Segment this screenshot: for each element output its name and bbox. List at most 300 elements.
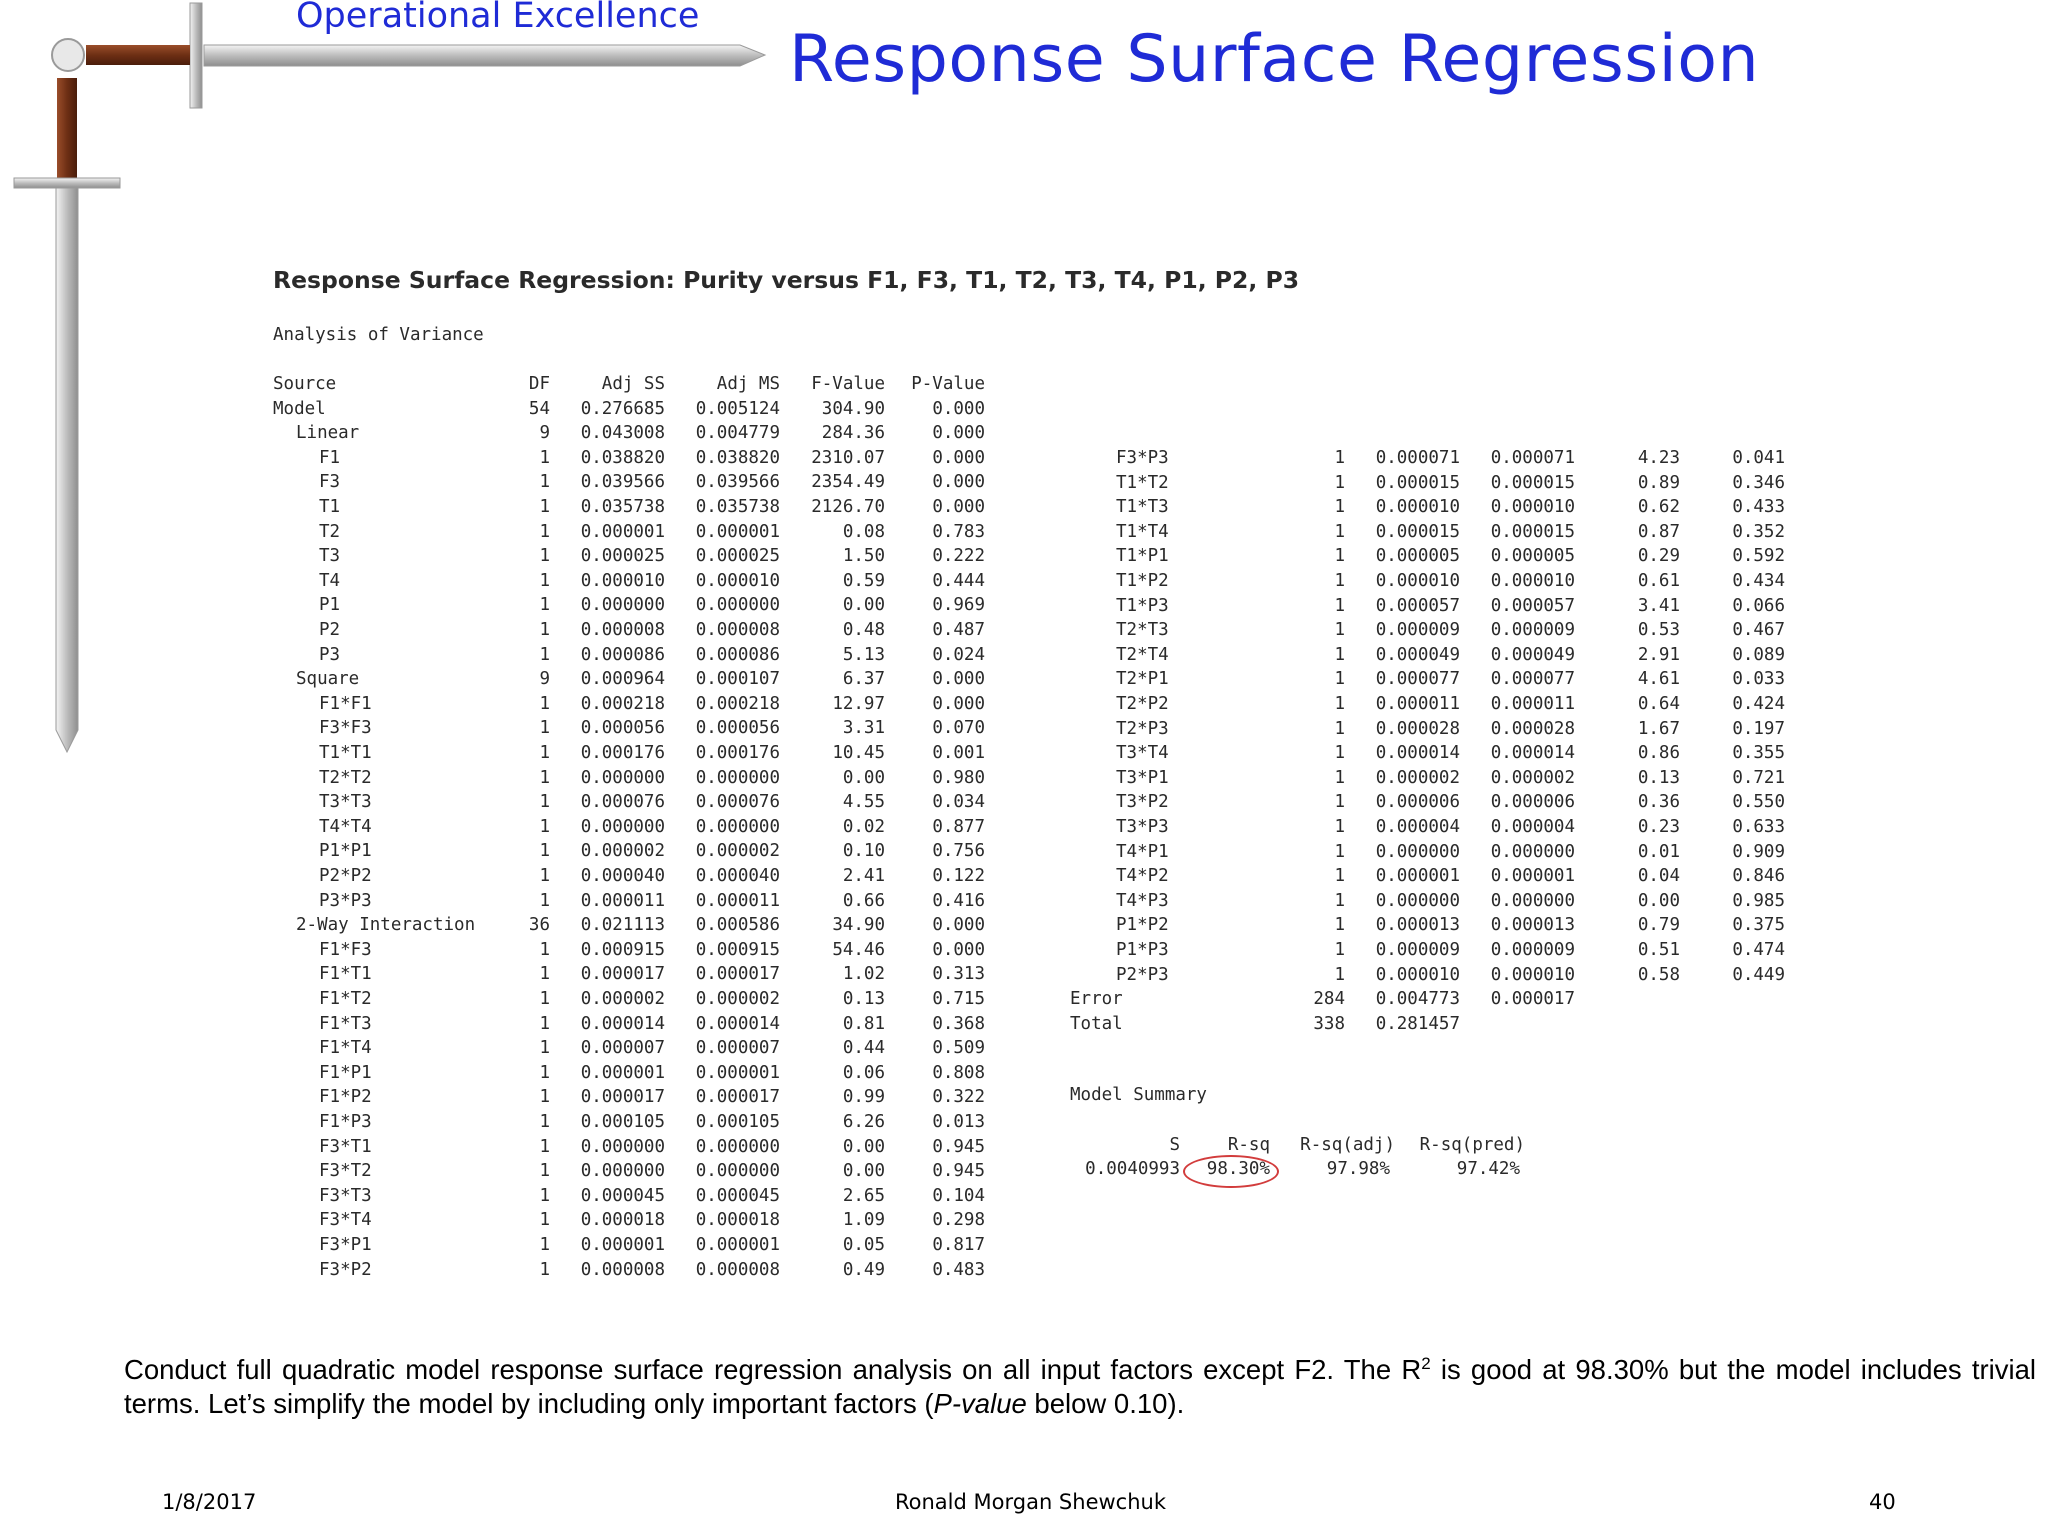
anova-cell-adj-ms: 0.000017 [695, 964, 780, 985]
anova-cell-f-value: 0.48 [842, 620, 885, 640]
anova-row [0, 1184, 1000, 1209]
anova-cell-adj-ms: 0.000008 [695, 620, 780, 640]
anova-cell-p-value: 0.433 [1732, 497, 1785, 518]
anova-cell-p-value: 0.000 [932, 497, 985, 517]
anova-cell-p-value: 0.808 [932, 1062, 985, 1083]
anova-cell-adj-ms: 0.000000 [695, 816, 780, 837]
anova-cell-f-value: 2126.70 [811, 497, 885, 517]
anova-cell-p-value: 0.467 [1732, 620, 1785, 641]
anova-row [0, 741, 1785, 766]
anova-cell-source: T4*P3 [1116, 890, 1169, 911]
anova-cell-adj-ms: 0.000001 [695, 521, 780, 542]
anova-cell-p-value: 0.313 [932, 964, 985, 985]
anova-cell-df: 1 [539, 939, 550, 960]
r-squared-superscript: 2 [1421, 1353, 1431, 1373]
anova-cell-adj-ms: 0.000000 [1490, 890, 1575, 911]
anova-cell-source: T1*P3 [1116, 595, 1169, 616]
anova-row [0, 1110, 1000, 1135]
anova-cell-f-value: 0.53 [1637, 620, 1680, 641]
anova-cell-adj-ms: 0.000008 [695, 1259, 780, 1280]
anova-row [0, 840, 1785, 865]
anova-cell-adj-ms: 0.000071 [1490, 448, 1575, 468]
anova-cell-adj-ss: 0.000001 [1375, 866, 1460, 887]
anova-cell-source: T4*P1 [1116, 841, 1169, 862]
anova-cell-df: 1 [1334, 792, 1345, 813]
anova-cell-source: T4 [319, 570, 341, 591]
anova-cell-adj-ms: 0.035738 [695, 497, 780, 517]
anova-cell-source: Linear [296, 423, 360, 444]
anova-cell-source: F1*P2 [319, 1087, 372, 1108]
anova-cell-p-value: 0.034 [932, 792, 985, 813]
anova-cell-f-value: 0.51 [1637, 940, 1680, 960]
anova-cell-p-value: 0.474 [1732, 940, 1785, 960]
anova-row [0, 569, 1785, 594]
anova-cell-adj-ss: 0.000006 [1375, 792, 1460, 813]
anova-row [0, 963, 1785, 988]
anova-row [0, 1085, 1000, 1110]
anova-cell-source: 2-Way Interaction [296, 915, 476, 936]
anova-cell-f-value: 6.26 [842, 1112, 885, 1132]
anova-cell-adj-ss: 0.276685 [580, 398, 665, 419]
anova-cell-adj-ss: 0.000964 [580, 669, 665, 690]
anova-cell-f-value: 3.41 [1637, 595, 1680, 616]
anova-cell-adj-ss: 0.000008 [580, 1259, 665, 1280]
anova-cell-df: 1 [539, 693, 550, 714]
anova-cell-df: 1 [539, 1235, 550, 1255]
anova-cell-adj-ss: 0.000000 [1375, 841, 1460, 862]
anova-row [0, 520, 1785, 545]
anova-cell-p-value: 0.877 [932, 816, 985, 837]
anova-cell-adj-ms: 0.000049 [1490, 644, 1575, 665]
anova-cell-p-value: 0.197 [1732, 718, 1785, 739]
anova-cell-adj-ss: 0.000011 [1375, 694, 1460, 714]
anova-cell-adj-ms: 0.000001 [1490, 866, 1575, 887]
anova-cell-adj-ss: 0.281457 [1375, 1013, 1460, 1034]
anova-row [0, 889, 1785, 914]
anova-cell-p-value: 0.721 [1732, 767, 1785, 788]
anova-cell-df: 1 [539, 644, 550, 665]
anova-cell-source: F3*T4 [319, 1210, 372, 1231]
anova-cell-adj-ms: 0.000009 [1490, 620, 1575, 641]
anova-cell-source: P3 [319, 644, 341, 665]
anova-cell-df: 1 [1334, 644, 1345, 665]
anova-cell-source: T2*P3 [1116, 718, 1169, 739]
anova-cell-adj-ms: 0.000015 [1490, 521, 1575, 542]
brand-title: Operational Excellence [296, 0, 700, 36]
anova-cell-adj-ms: 0.000915 [695, 939, 780, 960]
anova-cell-adj-ms: 0.000011 [695, 890, 780, 911]
anova-cell-adj-ss: 0.000000 [580, 1161, 665, 1182]
anova-cell-adj-ss: 0.000000 [580, 1136, 665, 1157]
anova-cell-adj-ms: 0.005124 [695, 398, 780, 419]
anova-cell-adj-ss: 0.000017 [580, 1087, 665, 1108]
anova-cell-p-value: 0.846 [1732, 866, 1785, 887]
summary-header-rsq: R-sq [1227, 1135, 1270, 1155]
anova-cell-df: 1 [539, 890, 550, 911]
anova-cell-adj-ss: 0.000015 [1375, 521, 1460, 542]
anova-cell-p-value: 0.783 [932, 521, 985, 542]
anova-cell-p-value: 0.375 [1732, 915, 1785, 936]
anova-cell-adj-ss: 0.000001 [580, 521, 665, 542]
anova-cell-adj-ss: 0.000057 [1375, 595, 1460, 616]
anova-cell-adj-ss: 0.000000 [580, 767, 665, 788]
anova-cell-source: P1*P1 [319, 841, 372, 862]
anova-cell-adj-ss: 0.000010 [580, 570, 665, 591]
anova-row [0, 446, 1785, 471]
anova-row [0, 667, 1785, 692]
anova-cell-adj-ss: 0.000005 [1375, 546, 1460, 567]
anova-cell-p-value: 0.969 [932, 595, 985, 616]
anova-row [0, 544, 1785, 569]
anova-cell-df: 1 [539, 595, 550, 616]
explanation-part-3: below 0.10). [1026, 1388, 1185, 1419]
anova-cell-source: Square [296, 669, 360, 690]
anova-cell-adj-ss: 0.000086 [580, 644, 665, 665]
anova-cell-adj-ms: 0.000009 [1490, 940, 1575, 960]
anova-cell-source: F3*T2 [319, 1161, 372, 1182]
anova-cell-adj-ss: 0.000056 [580, 718, 665, 739]
anova-cell-p-value: 0.000 [932, 669, 985, 690]
anova-cell-source: P2*P3 [1116, 964, 1169, 985]
anova-cell-f-value: 0.00 [842, 1161, 885, 1182]
anova-cell-f-value: 0.86 [1637, 743, 1680, 764]
anova-cell-p-value: 0.000 [932, 423, 985, 444]
anova-cell-f-value: 0.08 [842, 521, 885, 542]
anova-header-row [0, 372, 1000, 397]
anova-cell-df: 1 [1334, 521, 1345, 542]
anova-cell-adj-ms: 0.000218 [695, 693, 780, 714]
anova-cell-p-value: 0.013 [932, 1112, 985, 1132]
anova-cell-source: P1*P2 [1116, 915, 1169, 936]
anova-cell-adj-ms: 0.000028 [1490, 718, 1575, 739]
anova-cell-p-value: 0.352 [1732, 521, 1785, 542]
anova-cell-adj-ss: 0.000077 [1375, 669, 1460, 690]
anova-cell-source: F3*T3 [319, 1185, 372, 1206]
anova-cell-df: 1 [1334, 964, 1345, 985]
anova-row [0, 1135, 1000, 1160]
anova-cell-adj-ss: 0.000002 [580, 989, 665, 1009]
anova-cell-adj-ms: 0.000000 [695, 595, 780, 616]
anova-cell-df: 1 [1334, 595, 1345, 616]
anova-cell-adj-ms: 0.000086 [695, 644, 780, 665]
output-heading: Response Surface Regression: Purity versus F1, F3, T1, T2, T3, T4, P1, P2, P3 [273, 266, 1300, 294]
anova-cell-source: T4*T4 [319, 816, 372, 837]
anova-cell-adj-ms: 0.000010 [1490, 497, 1575, 518]
anova-cell-adj-ss: Adj SS [601, 374, 665, 394]
anova-cell-adj-ms: 0.000010 [1490, 964, 1575, 985]
anova-cell-source: T2*P1 [1116, 669, 1169, 690]
summary-value-rsq-pred: 97.42% [1456, 1159, 1520, 1179]
anova-cell-adj-ms: 0.000045 [695, 1185, 780, 1206]
anova-cell-adj-ms: 0.000040 [695, 866, 780, 886]
anova-cell-df: 1 [1334, 841, 1345, 862]
anova-cell-df: 1 [1334, 694, 1345, 714]
anova-cell-f-value: 0.01 [1637, 841, 1680, 862]
anova-cell-adj-ms: 0.000001 [695, 1062, 780, 1083]
anova-cell-adj-ms: 0.000017 [695, 1087, 780, 1108]
anova-cell-adj-ss: 0.000915 [580, 939, 665, 960]
anova-cell-p-value: 0.000 [932, 447, 985, 468]
anova-cell-adj-ss: 0.000011 [580, 890, 665, 911]
anova-cell-source: F3*P1 [319, 1235, 372, 1255]
anova-cell-f-value: 0.05 [842, 1235, 885, 1255]
anova-cell-df: 9 [539, 669, 550, 690]
anova-cell-adj-ss: 0.000014 [1375, 743, 1460, 764]
anova-cell-f-value: 0.79 [1637, 915, 1680, 936]
anova-cell-f-value: 0.23 [1637, 817, 1680, 837]
anova-cell-adj-ms: 0.039566 [695, 472, 780, 493]
anova-cell-adj-ms: 0.000176 [695, 743, 780, 763]
anova-cell-adj-ss: 0.000008 [580, 620, 665, 640]
anova-cell-p-value: 0.033 [1732, 669, 1785, 690]
anova-cell-f-value: 0.00 [842, 767, 885, 788]
anova-cell-adj-ms: 0.004779 [695, 423, 780, 444]
slide-title: Response Surface Regression [789, 22, 1760, 97]
anova-cell-df: 1 [539, 718, 550, 739]
anova-cell-source: F3*P2 [319, 1259, 372, 1280]
anova-cell-adj-ms: 0.000010 [1490, 571, 1575, 591]
anova-cell-adj-ss: 0.000045 [580, 1185, 665, 1206]
anova-cell-source: T3*T4 [1116, 743, 1169, 764]
anova-cell-p-value: 0.322 [932, 1087, 985, 1108]
anova-cell-f-value: 0.49 [842, 1259, 885, 1280]
rsq-highlight-circle [1183, 1155, 1279, 1188]
anova-table-right [0, 446, 1800, 1066]
anova-cell-adj-ss: 0.000049 [1375, 644, 1460, 665]
anova-cell-df: 1 [539, 546, 550, 567]
anova-cell-p-value: 0.980 [932, 767, 985, 788]
anova-cell-adj-ms: 0.000000 [1490, 841, 1575, 862]
anova-cell-f-value: 10.45 [832, 743, 885, 763]
anova-cell-df: 1 [539, 620, 550, 640]
anova-cell-adj-ms: 0.000057 [1490, 595, 1575, 616]
anova-cell-df: 1 [539, 792, 550, 813]
anova-cell-f-value: 0.62 [1637, 497, 1680, 518]
anova-cell-source: F3 [319, 472, 341, 493]
anova-cell-adj-ss: 0.000176 [580, 743, 665, 763]
anova-cell-source: Model [273, 398, 326, 419]
anova-cell-df: DF [528, 374, 550, 394]
anova-cell-adj-ms: 0.000018 [695, 1210, 780, 1231]
anova-cell-f-value: 0.06 [842, 1062, 885, 1083]
anova-cell-adj-ms: 0.000005 [1490, 546, 1575, 567]
anova-cell-adj-ss: 0.000076 [580, 792, 665, 813]
anova-cell-df: 1 [1334, 669, 1345, 690]
anova-row [0, 815, 1785, 840]
anova-cell-source: P2*P2 [319, 866, 372, 886]
anova-cell-adj-ss: 0.000001 [580, 1235, 665, 1255]
anova-cell-f-value: 2.91 [1637, 644, 1680, 665]
anova-cell-p-value: 0.001 [932, 743, 985, 763]
explanation-part-1: Conduct full quadratic model response surface regression analysis on all input factors except F2. The R [124, 1354, 1422, 1385]
anova-cell-adj-ss: 0.000004 [1375, 817, 1460, 837]
anova-cell-p-value: 0.756 [932, 841, 985, 862]
anova-cell-df: 1 [539, 570, 550, 591]
anova-row [0, 790, 1785, 815]
anova-row [0, 864, 1785, 889]
anova-cell-f-value: 6.37 [842, 669, 885, 690]
anova-row [0, 397, 1000, 422]
anova-cell-adj-ss: 0.000040 [580, 866, 665, 886]
footer-page-number: 40 [1869, 1490, 1896, 1514]
anova-cell-adj-ms: 0.000011 [1490, 694, 1575, 714]
anova-cell-adj-ss: 0.000009 [1375, 940, 1460, 960]
anova-cell-adj-ms: 0.000006 [1490, 792, 1575, 813]
anova-cell-f-value: 0.81 [842, 1013, 885, 1034]
anova-cell-p-value: 0.104 [932, 1185, 985, 1206]
anova-cell-df: 1 [539, 816, 550, 837]
anova-cell-source: T2*T4 [1116, 644, 1169, 665]
anova-cell-f-value: 2310.07 [811, 447, 885, 468]
anova-cell-f-value: 0.02 [842, 816, 885, 837]
anova-cell-adj-ms: 0.000002 [1490, 767, 1575, 788]
anova-cell-adj-ms: 0.000056 [695, 718, 780, 739]
anova-cell-source: Error [1070, 989, 1123, 1010]
anova-cell-df: 1 [1334, 767, 1345, 788]
anova-cell-df: 1 [539, 743, 550, 763]
anova-cell-adj-ss: 0.000010 [1375, 571, 1460, 591]
anova-cell-p-value: 0.070 [932, 718, 985, 739]
anova-cell-f-value: 0.36 [1637, 792, 1680, 813]
anova-cell-df: 1 [1334, 718, 1345, 739]
anova-cell-df: 1 [1334, 546, 1345, 567]
anova-cell-f-value: 0.13 [1637, 767, 1680, 788]
anova-cell-df: 1 [539, 964, 550, 985]
anova-cell-f-value: 0.61 [1637, 571, 1680, 591]
anova-cell-df: 284 [1313, 989, 1345, 1010]
anova-cell-source: T4*P2 [1116, 866, 1169, 887]
anova-cell-df: 1 [539, 472, 550, 493]
anova-cell-f-value: 12.97 [832, 693, 885, 714]
anova-cell-p-value: 0.592 [1732, 546, 1785, 567]
anova-cell-adj-ss: 0.043008 [580, 423, 665, 444]
anova-cell-p-value: 0.434 [1732, 571, 1785, 591]
anova-cell-adj-ss: 0.000028 [1375, 718, 1460, 739]
anova-cell-p-value: 0.066 [1732, 595, 1785, 616]
anova-cell-adj-ss: 0.000009 [1375, 620, 1460, 641]
anova-cell-adj-ms: 0.000013 [1490, 915, 1575, 936]
anova-cell-p-value: 0.000 [932, 693, 985, 714]
anova-cell-adj-ss: 0.000105 [580, 1112, 665, 1132]
anova-cell-p-value: P-Value [911, 374, 985, 394]
anova-cell-adj-ss: 0.000025 [580, 546, 665, 567]
anova-cell-df: 1 [539, 1062, 550, 1083]
anova-heading: Analysis of Variance [273, 325, 484, 345]
anova-cell-adj-ss: 0.000010 [1375, 964, 1460, 985]
anova-cell-adj-ss: 0.000015 [1375, 472, 1460, 493]
anova-cell-source: F3*P3 [1116, 448, 1169, 468]
anova-cell-adj-ss: 0.000071 [1375, 448, 1460, 468]
anova-cell-p-value: 0.222 [932, 546, 985, 567]
anova-cell-p-value: 0.024 [932, 644, 985, 665]
anova-cell-f-value: 5.13 [842, 644, 885, 665]
anova-cell-df: 1 [539, 1087, 550, 1108]
anova-cell-f-value: 1.50 [842, 546, 885, 567]
anova-cell-source: F1*P1 [319, 1062, 372, 1083]
anova-cell-source: F1*F3 [319, 939, 372, 960]
anova-cell-adj-ss: 0.000218 [580, 693, 665, 714]
anova-cell-f-value: 0.58 [1637, 964, 1680, 985]
anova-cell-df: 54 [528, 398, 550, 419]
anova-cell-adj-ss: 0.000000 [580, 816, 665, 837]
anova-row [0, 1208, 1000, 1233]
anova-cell-df: 1 [1334, 817, 1345, 837]
anova-cell-source: F1*P3 [319, 1112, 372, 1132]
anova-cell-adj-ms: 0.000025 [695, 546, 780, 567]
anova-cell-df: 1 [539, 989, 550, 1009]
anova-cell-adj-ms: 0.000107 [695, 669, 780, 690]
summary-header-s: S [1169, 1135, 1180, 1155]
anova-cell-df: 1 [539, 1038, 550, 1059]
anova-cell-p-value: 0.089 [1732, 644, 1785, 665]
anova-row [0, 471, 1785, 496]
anova-cell-adj-ms: 0.000105 [695, 1112, 780, 1132]
anova-cell-source: Source [273, 374, 337, 394]
anova-cell-source: T1*T2 [1116, 472, 1169, 493]
anova-row [0, 1258, 1000, 1283]
anova-cell-p-value: 0.000 [932, 472, 985, 493]
anova-cell-adj-ss: 0.000010 [1375, 497, 1460, 518]
anova-cell-f-value: 54.46 [832, 939, 885, 960]
anova-row [0, 1012, 1460, 1037]
anova-cell-adj-ss: 0.000007 [580, 1038, 665, 1059]
anova-cell-p-value: 0.000 [932, 398, 985, 419]
anova-cell-df: 1 [1334, 915, 1345, 936]
anova-cell-adj-ms: 0.000000 [695, 1136, 780, 1157]
anova-cell-p-value: 0.298 [932, 1210, 985, 1231]
anova-cell-adj-ss: 0.000018 [580, 1210, 665, 1231]
anova-row [0, 643, 1785, 668]
anova-cell-df: 1 [1334, 571, 1345, 591]
anova-cell-adj-ms: 0.000002 [695, 989, 780, 1009]
anova-row [0, 987, 1575, 1012]
anova-cell-f-value: 0.00 [842, 595, 885, 616]
anova-cell-p-value: 0.817 [932, 1235, 985, 1255]
anova-cell-source: T3*P2 [1116, 792, 1169, 813]
anova-cell-p-value: 0.487 [932, 620, 985, 640]
anova-cell-df: 9 [539, 423, 550, 444]
anova-row [0, 938, 1785, 963]
p-value-emphasis: P-value [933, 1388, 1027, 1419]
anova-row [0, 495, 1785, 520]
anova-cell-adj-ss: 0.000013 [1375, 915, 1460, 936]
anova-cell-adj-ms: 0.000010 [695, 570, 780, 591]
anova-cell-adj-ms: 0.000002 [695, 841, 780, 862]
anova-cell-df: 1 [1334, 866, 1345, 887]
anova-cell-f-value: 34.90 [832, 915, 885, 936]
explanation-text [124, 1353, 2036, 1421]
anova-cell-adj-ms: 0.000004 [1490, 817, 1575, 837]
anova-cell-source: T1 [319, 497, 341, 517]
anova-cell-adj-ms: 0.000007 [695, 1038, 780, 1059]
anova-cell-p-value: 0.424 [1732, 694, 1785, 714]
anova-row [0, 717, 1785, 742]
summary-value-rsq: 98.30% [1206, 1159, 1270, 1179]
anova-cell-df: 1 [539, 841, 550, 862]
anova-cell-df: 1 [539, 497, 550, 517]
anova-cell-adj-ms: 0.000014 [695, 1013, 780, 1034]
anova-cell-p-value: 0.444 [932, 570, 985, 591]
anova-cell-f-value: F-Value [811, 374, 885, 394]
anova-cell-df: 1 [1334, 472, 1345, 493]
anova-row [0, 1159, 1000, 1184]
anova-cell-source: F1*T3 [319, 1013, 372, 1034]
anova-cell-adj-ms: 0.000015 [1490, 472, 1575, 493]
anova-cell-adj-ss: 0.000014 [580, 1013, 665, 1034]
anova-cell-source: T3*P1 [1116, 767, 1169, 788]
anova-cell-source: F1 [319, 447, 341, 468]
anova-cell-adj-ss: 0.004773 [1375, 989, 1460, 1010]
